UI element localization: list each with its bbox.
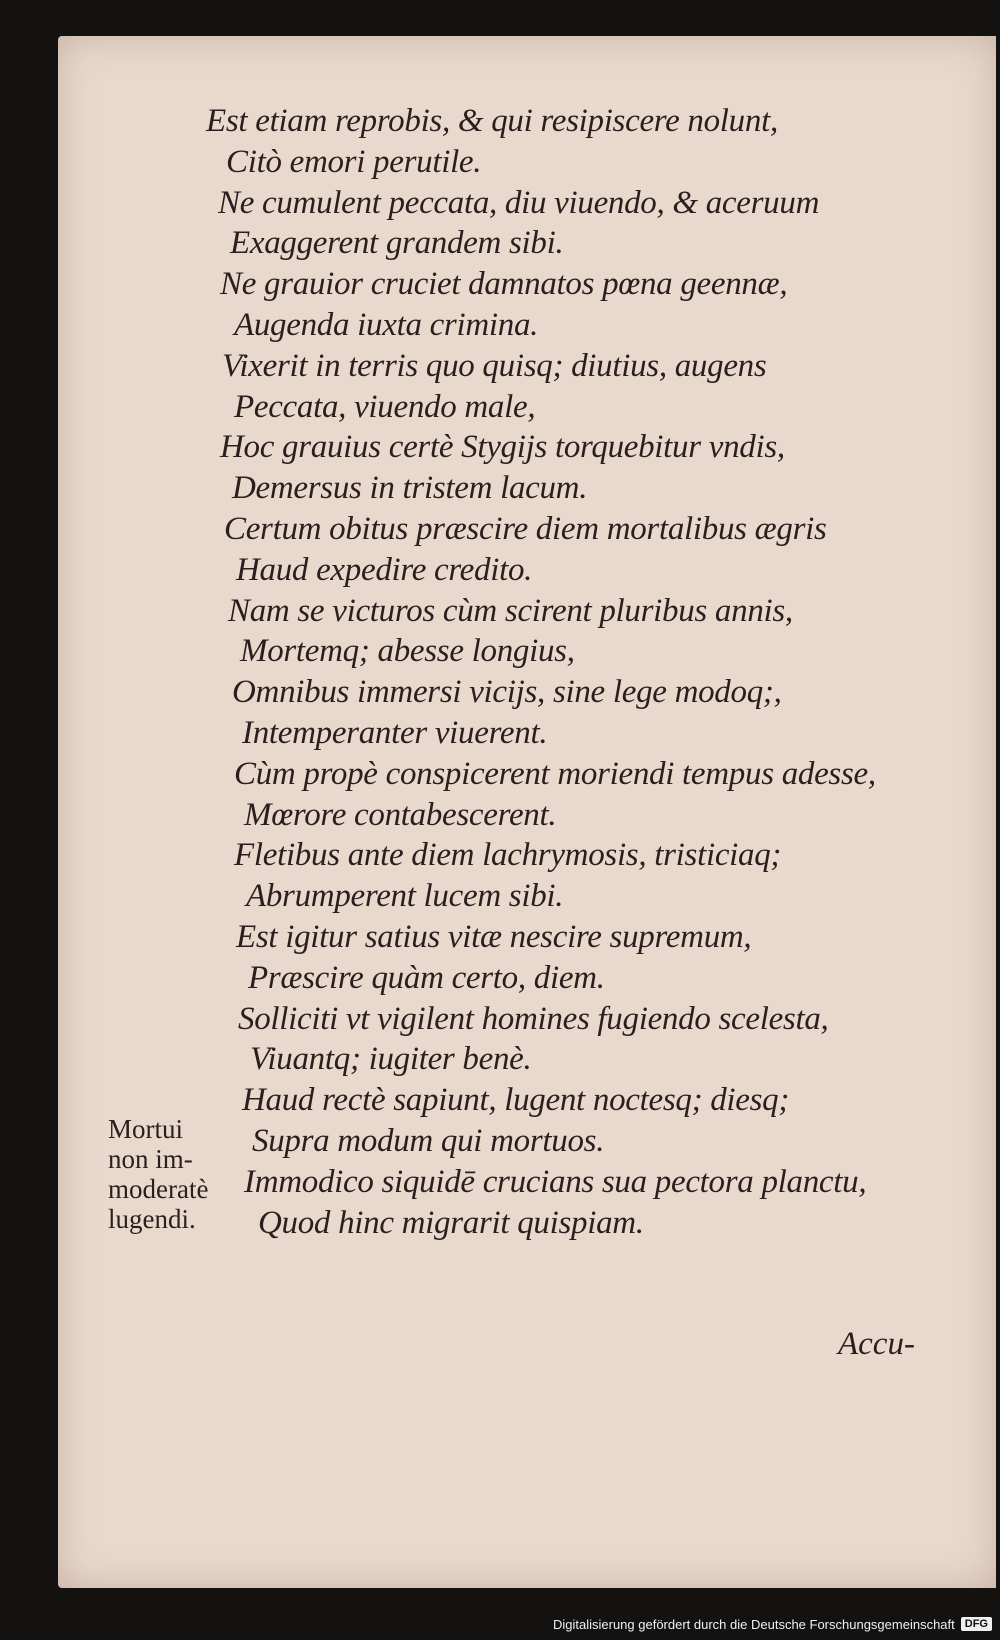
verse-line: Abrumperent lucem sibi. xyxy=(246,878,564,915)
verse-line: Nam se victuros cùm scirent pluribus annis, xyxy=(228,592,793,629)
digitization-footer xyxy=(0,1608,1000,1640)
marginal-note-line: Mortui xyxy=(108,1114,184,1144)
verse-line: Demersus in tristem lacum. xyxy=(232,470,588,507)
marginal-note-line: non im- xyxy=(108,1144,193,1174)
verse-line: Præscire quàm certo, diem. xyxy=(248,959,605,996)
marginal-note xyxy=(108,1114,208,1234)
verse-line: Supra modum qui mortuos. xyxy=(252,1123,605,1159)
verse-line: Vixerit in terris quo quisq; diutius, augens xyxy=(222,347,767,384)
verse-line: Viuantq; iugiter benè. xyxy=(250,1041,532,1078)
verse-line: Ne grauior cruciet damnatos pœna geennæ, xyxy=(220,266,788,303)
verse-line: Immodico siquidē crucians sua pectora planctu, xyxy=(244,1163,867,1200)
verse-line: Certum obitus præscire diem mortalibus ægris xyxy=(224,511,827,547)
marginal-note-line: lugendi. xyxy=(108,1204,196,1234)
verse-line: Fletibus ante diem lachrymosis, tristiciaq; xyxy=(234,837,782,874)
verse-line: Intemperanter viuerent. xyxy=(242,715,548,751)
verse-line: Exaggerent grandem sibi. xyxy=(230,225,564,262)
book-page xyxy=(58,36,996,1588)
verse-line: Mortemq; abesse longius, xyxy=(240,633,575,670)
catchword: Accu- xyxy=(838,1326,915,1362)
verse-line: Est etiam reprobis, & qui resipiscere nolunt, xyxy=(206,103,778,139)
verse-line: Hoc grauius certè Stygijs torquebitur vndis, xyxy=(220,429,785,466)
verse-line: Citò emori perutile. xyxy=(226,143,482,180)
verse-line: Peccata, viuendo male, xyxy=(234,388,536,425)
verse-line: Haud expedire credito. xyxy=(236,551,533,588)
verse-line: Ne cumulent peccata, diu viuendo, & aceruum xyxy=(218,184,820,221)
dfg-logo: DFG xyxy=(961,1617,992,1631)
verse-line: Solliciti vt vigilent homines fugiendo scelesta, xyxy=(238,1000,829,1037)
verse-line: Quod hinc migrarit quispiam. xyxy=(258,1204,644,1241)
marginal-note-line: moderatè xyxy=(108,1174,209,1204)
verse-line: Haud rectè sapiunt, lugent noctesq; diesq; xyxy=(242,1082,790,1119)
verse-line: Omnibus immersi vicijs, sine lege modoq;, xyxy=(232,674,782,711)
verse-line: Augenda iuxta crimina. xyxy=(234,307,539,343)
footer-credit: Digitalisierung gefördert durch die Deutsche Forschungsgemeinschaft xyxy=(552,1616,955,1632)
verse-line: Mœrore contabescerent. xyxy=(244,796,557,833)
verse-line: Est igitur satius vitæ nescire supremum, xyxy=(236,919,752,955)
verse-line: Cùm propè conspicerent moriendi tempus adesse, xyxy=(234,755,876,792)
